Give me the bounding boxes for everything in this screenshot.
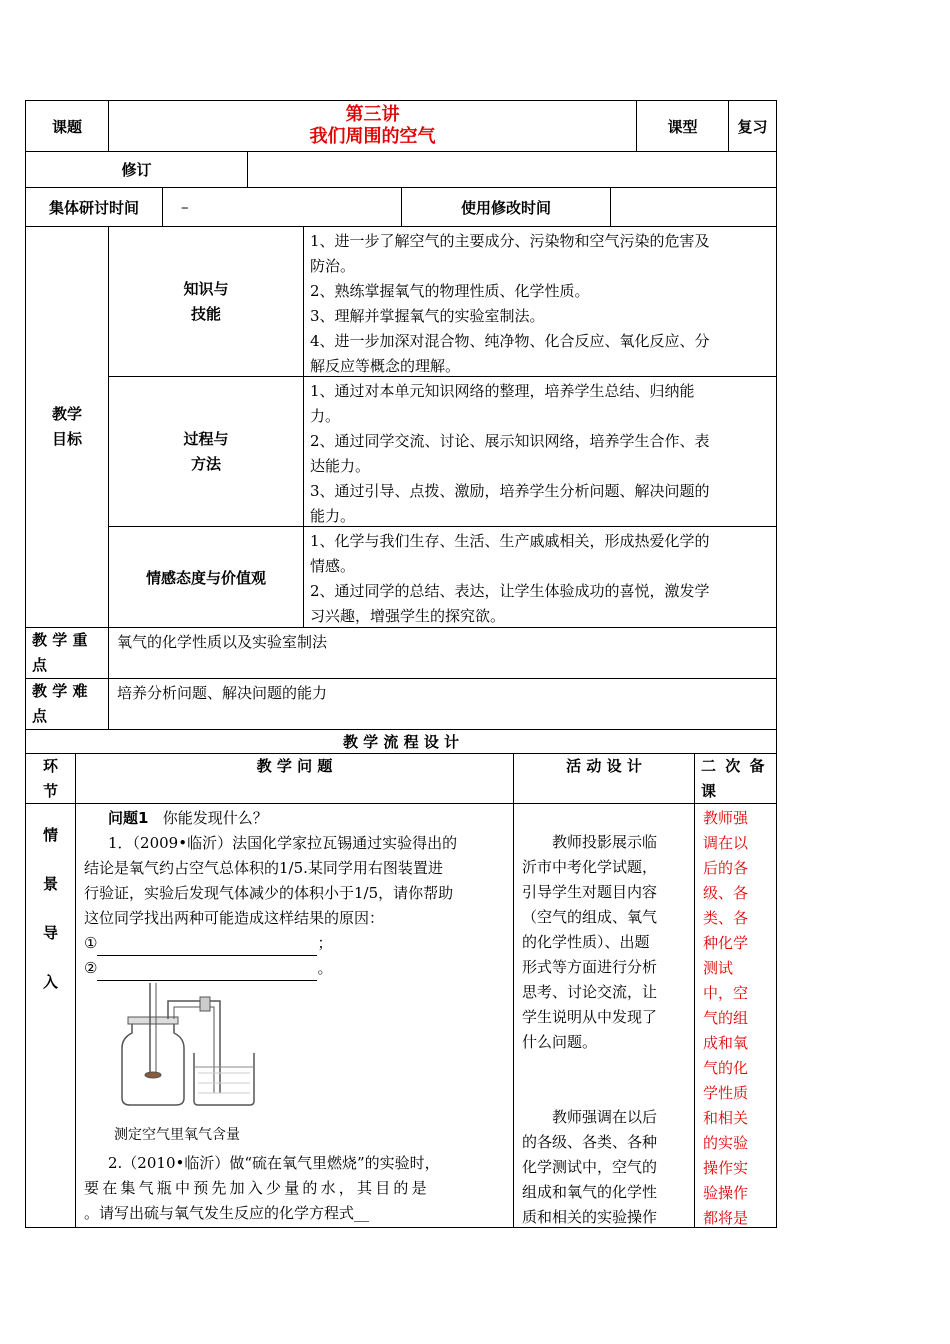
research-time-value: –: [162, 187, 402, 227]
prep-line: 成和氧: [703, 1034, 749, 1052]
emotion-line: 习兴趣，增强学生的探究欲。: [310, 607, 506, 625]
difficulty-label: [25, 678, 109, 730]
col-stage-header: [25, 753, 76, 804]
process-line: 2、通过同学交流、讨论、展示知识网络，培养学生合作、表: [310, 432, 710, 450]
prep-line: 种化学: [703, 934, 749, 952]
activity-line: 沂市中考化学试题，: [522, 858, 658, 876]
stage-char: 景: [42, 875, 58, 893]
prep-line: 中，空: [703, 984, 749, 1002]
knowledge-label: 知识与 技能: [108, 226, 304, 377]
knowledge-line: 4、进一步加深对混合物、纯净物、化合反应、氧化反应、分: [310, 332, 710, 350]
lesson-title: 我们周围的空气: [309, 126, 436, 147]
topic-label: 课题: [25, 100, 109, 152]
stage-cell: [25, 803, 76, 1228]
key-point-label-1: 教 学 重: [32, 631, 88, 649]
prep-cell: [694, 803, 777, 1228]
process-line: 达能力。: [310, 457, 371, 475]
prep-line: 的实验: [703, 1134, 749, 1152]
key-point-value: 氧气的化学性质以及实验室制法: [108, 627, 777, 679]
problem-line: 。请写出硫与氧气发生反应的化学方程式__: [84, 1204, 370, 1222]
activity-line: 教师投影展示临: [552, 833, 658, 851]
activity-line: 思考、讨论交流，让: [522, 983, 658, 1001]
stage-char: 入: [42, 973, 58, 991]
problem-cell: [75, 803, 514, 1228]
emotion-label: 情感态度与价值观: [108, 526, 304, 628]
lesson-number: 第三讲: [345, 104, 400, 125]
col-stage-2: 节: [42, 782, 58, 800]
prep-line: 教师强: [703, 809, 749, 827]
type-value: 复习: [728, 100, 777, 152]
col-problem-header: 教 学 问 题: [75, 753, 514, 804]
activity-line: 什么问题。: [522, 1033, 598, 1051]
prep-line: 级、各: [703, 884, 749, 902]
apparatus-figure: [84, 981, 344, 1151]
page-title: [108, 100, 637, 152]
revise-value: [247, 151, 777, 188]
difficulty-label-2: 点: [32, 707, 48, 725]
process-line: 1、通过对本单元知识网络的整理，培养学生总结、归纳能: [310, 382, 695, 400]
activity-line: 学生说明从中发现了: [522, 1008, 658, 1026]
knowledge-line: 防治。: [310, 257, 356, 275]
activity-line: 的各级、各类、各种: [522, 1133, 658, 1151]
col-stage-1: 环: [42, 757, 58, 775]
answer-blank-1[interactable]: ① ；: [84, 931, 505, 956]
oxygen-apparatus-diagram: [104, 983, 284, 1123]
col-prep-2: 课: [701, 782, 717, 800]
emotion-line: 2、通过同学的总结、表达，让学生体验成功的喜悦，激发学: [310, 582, 710, 600]
goals-label: 教学 目标: [25, 226, 109, 628]
prep-line: 气的组: [703, 1009, 749, 1027]
question-title: 问题1: [108, 809, 149, 827]
prep-line: 类、各: [703, 909, 749, 927]
modify-time-label: 使用修改时间: [401, 187, 611, 227]
prep-line: 测试: [703, 959, 734, 977]
prep-line: 学性质: [703, 1084, 749, 1102]
problem-line: 要在集气瓶中预先加入少量的水，其目的是: [84, 1179, 430, 1197]
knowledge-line: 3、理解并掌握氧气的实验室制法。: [310, 307, 545, 325]
problem-line: 1．（2009•临沂）法国化学家拉瓦锡通过实验得出的: [108, 834, 458, 852]
col-activity-header: 活 动 设 计: [513, 753, 695, 804]
activity-line: 化学测试中，空气的: [522, 1158, 658, 1176]
knowledge-line: 2、熟练掌握氧气的物理性质、化学性质。: [310, 282, 590, 300]
col-prep-1: 二 次 备: [701, 757, 767, 775]
process-line: 3、通过引导、点拨、激励，培养学生分析问题、解决问题的: [310, 482, 710, 500]
prep-line: 后的各: [703, 859, 749, 877]
question-text: 你能发现什么？: [162, 809, 268, 827]
flow-title: 教 学 流 程 设 计: [25, 729, 777, 754]
answer-blank-2[interactable]: ② 。: [84, 956, 505, 981]
key-point-label: [25, 627, 109, 679]
activity-line: （空气的组成、氧气: [522, 908, 658, 926]
prep-line: 和相关: [703, 1109, 749, 1127]
prep-line: 验操作: [703, 1184, 749, 1202]
activity-cell: [513, 803, 695, 1228]
activity-line: 的化学性质）、出题: [522, 933, 650, 951]
process-content: [303, 376, 777, 527]
emotion-content: [303, 526, 777, 628]
stage-char: 导: [42, 924, 58, 942]
revise-label: 修订: [25, 151, 248, 188]
difficulty-label-1: 教 学 难: [32, 682, 88, 700]
knowledge-line: 解反应等概念的理解。: [310, 357, 461, 375]
col-prep-header: [694, 753, 777, 804]
process-line: 力。: [310, 407, 341, 425]
key-point-label-2: 点: [32, 656, 48, 674]
difficulty-value: 培养分析问题、解决问题的能力: [108, 678, 777, 730]
prep-line: 都将是: [703, 1209, 749, 1227]
figure-caption: 测定空气里氧气含量: [114, 1127, 240, 1143]
knowledge-line: 1、进一步了解空气的主要成分、污染物和空气污染的危害及: [310, 232, 710, 250]
knowledge-content: [303, 226, 777, 377]
activity-line: 组成和氧气的化学性: [522, 1183, 658, 1201]
process-label: 过程与 方法: [108, 376, 304, 527]
question-heading: [84, 806, 505, 831]
research-time-label: 集体研讨时间: [25, 187, 163, 227]
activity-line: 质和相关的实验操作: [522, 1208, 658, 1226]
prep-line: 气的化: [703, 1059, 749, 1077]
activity-line: 教师强调在以后: [552, 1108, 658, 1126]
type-label: 课型: [636, 100, 729, 152]
problem-line: 结论是氧气约占空气总体积的1/5.某同学用右图装置进: [84, 859, 443, 877]
modify-time-value: [610, 187, 777, 227]
problem-line: 2.（2010•临沂）做“硫在氧气里燃烧”的实验时，: [108, 1154, 440, 1172]
process-line: 能力。: [310, 507, 356, 525]
prep-line: 操作实: [703, 1159, 749, 1177]
problem-line: 这位同学找出两种可能造成这样结果的原因：: [84, 909, 385, 927]
emotion-line: 1、化学与我们生存、生活、生产戚戚相关，形成热爱化学的: [310, 532, 710, 550]
activity-line: 形式等方面进行分析: [522, 958, 658, 976]
prep-line: 调在以: [703, 834, 749, 852]
activity-line: 引导学生对题目内容: [522, 883, 658, 901]
problem-line: 行验证，实验后发现气体减少的体积小于1/5，请你帮助: [84, 884, 454, 902]
stage-char: 情: [42, 826, 58, 844]
emotion-line: 情感。: [310, 557, 356, 575]
